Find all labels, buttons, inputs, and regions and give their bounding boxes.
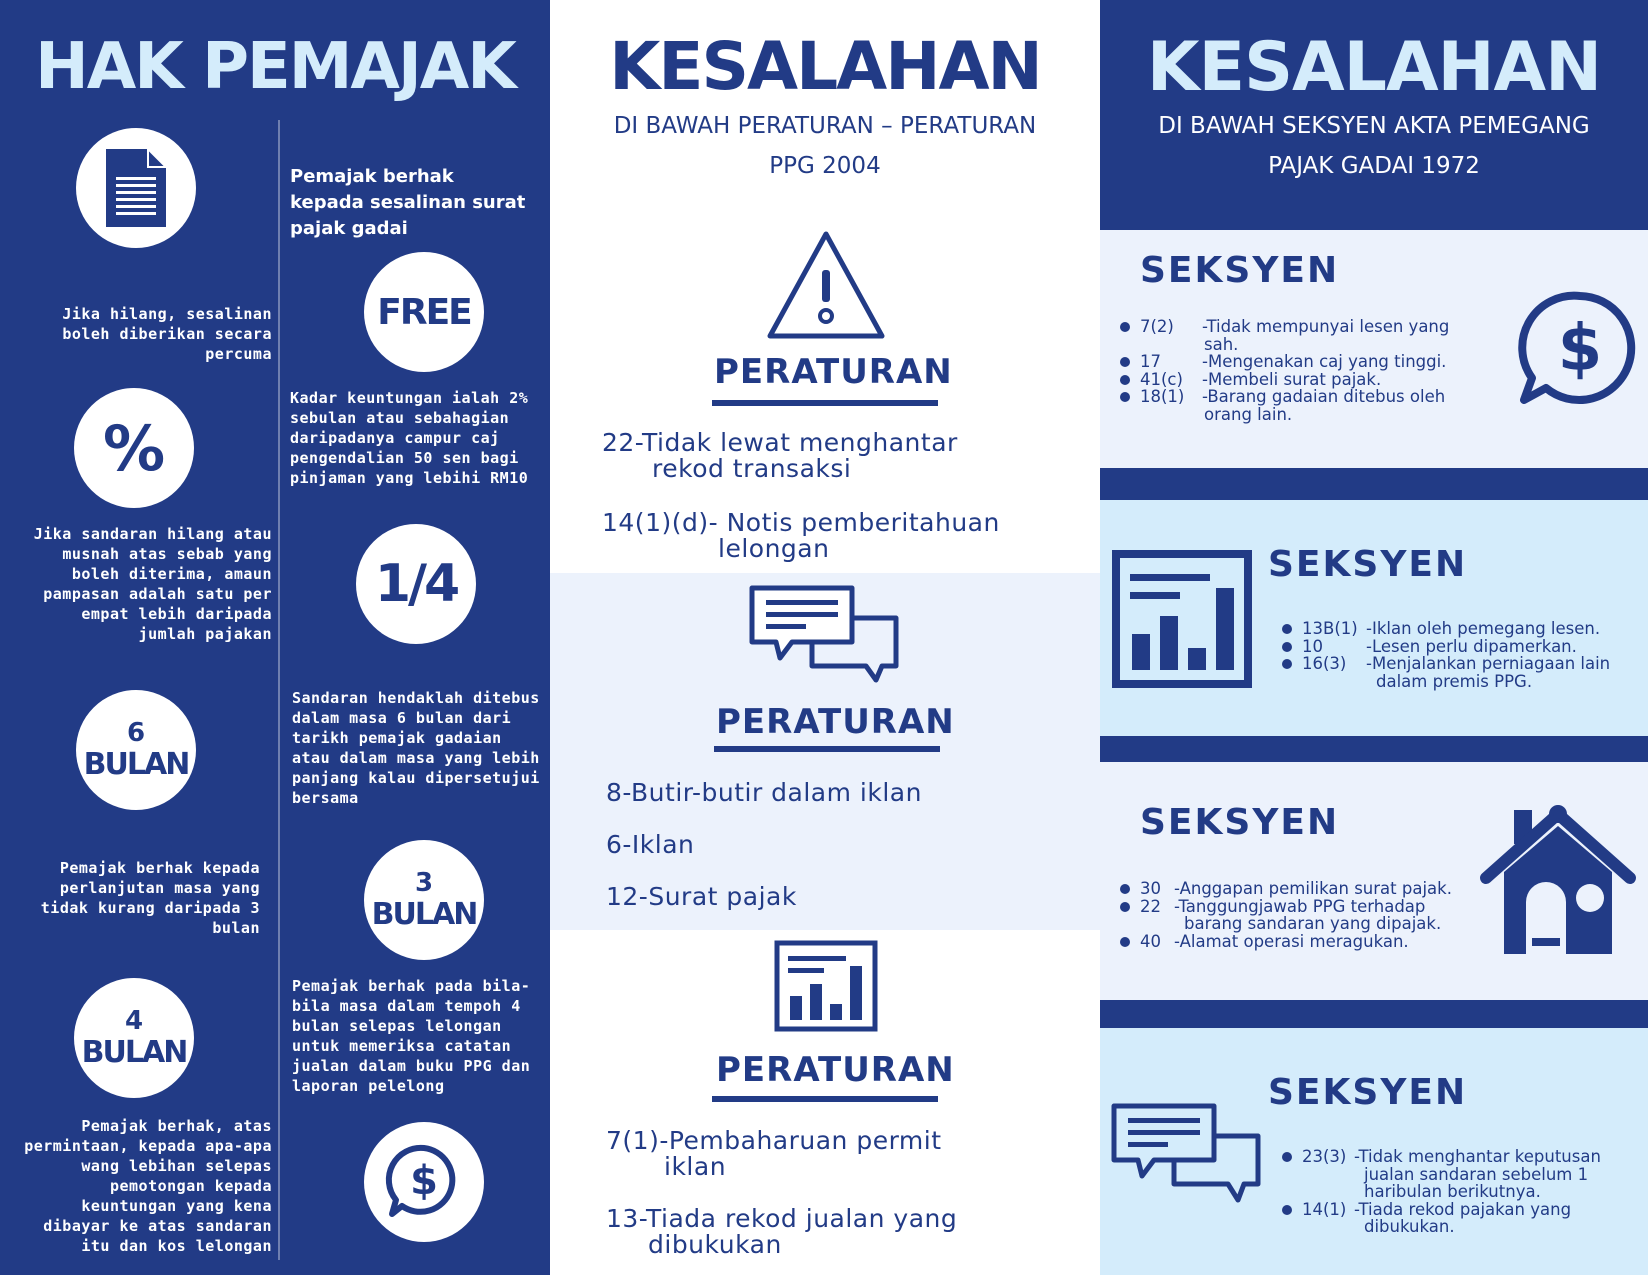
text-surplus: Pemajak berhak, atas permintaan, kepada apa-apa wang lebihan selepas pemotongan kepada keuntungan yang kena dibayar ke atas sandaran itu dan kos lelongan bbox=[24, 1117, 272, 1255]
bar-chart-icon bbox=[774, 940, 878, 1032]
document-icon bbox=[102, 147, 170, 229]
seksyen-box-1 bbox=[1100, 230, 1648, 468]
list-item: 30 -Anggapan pemilikan surat pajak. bbox=[1120, 880, 1490, 898]
peraturan-underline-3 bbox=[712, 1096, 938, 1102]
three-months-circle bbox=[364, 840, 484, 960]
four-unit: BULAN bbox=[81, 1035, 187, 1070]
four-months-circle bbox=[74, 978, 194, 1098]
free-circle bbox=[364, 252, 484, 372]
percent-circle bbox=[74, 388, 194, 508]
dollar-chat-icon bbox=[1518, 290, 1636, 408]
text-extension: Pemajak berhak kepada perlanjutan masa yang tidak kurang daripada 3 bulan bbox=[40, 859, 260, 937]
seksyen-box-2 bbox=[1100, 500, 1648, 736]
three-unit: BULAN bbox=[371, 897, 477, 932]
peraturan-item: 22-Tidak lewat menghantar rekod transaksi bbox=[602, 428, 958, 483]
document-circle bbox=[76, 128, 196, 248]
peraturan-item: 14(1)(d)- Notis pemberitahuan lelongan bbox=[602, 508, 1000, 563]
seksyen-list-1 bbox=[1120, 318, 1480, 423]
text-compensation: Jika sandaran hilang atau musnah atas sebab yang boleh diterima, amaun pampasan adalah satu per empat lebih daripada jumlah pajakan bbox=[33, 525, 272, 643]
peraturan-item: 12-Surat pajak bbox=[606, 882, 797, 911]
text-copy-right: Pemajak berhak kepada sesalinan surat pajak gadai bbox=[290, 166, 526, 239]
text-inspect-records: Pemajak berhak pada bila-bila masa dalam tempoh 4 bulan selepas lelongan untuk memeriksa catatan jualan dalam buku PPG dan laporan pelelong bbox=[292, 977, 531, 1095]
svg-text:$: $ bbox=[410, 1158, 438, 1204]
peraturan-item: 13-Tiada rekod jualan yang dibukukan bbox=[606, 1204, 958, 1259]
six-unit: BULAN bbox=[83, 747, 189, 782]
list-item: 22 -Tanggungjawab PPG terhadap barang sandaran yang dipajak. bbox=[1120, 898, 1490, 933]
list-item: 41(c) -Membeli surat pajak. bbox=[1120, 371, 1480, 389]
seksyen-list-2 bbox=[1282, 620, 1646, 690]
peraturan-underline-1 bbox=[712, 400, 938, 406]
text-lost-copy: Jika hilang, sesalinan boleh diberikan secara percuma bbox=[62, 305, 272, 363]
middle-title: KESALAHAN bbox=[609, 28, 1041, 105]
dollar-circle bbox=[364, 1122, 484, 1242]
list-item: 16(3) -Menjalankan perniagaan lain dalam premis PPG. bbox=[1282, 655, 1646, 690]
bar-chart-icon bbox=[1112, 550, 1252, 688]
seksyen-box-4 bbox=[1100, 1028, 1648, 1275]
seksyen-heading-2: SEKSYEN bbox=[1268, 544, 1468, 585]
six-months-circle bbox=[76, 690, 196, 810]
chat-icon bbox=[748, 584, 900, 686]
peraturan-heading-1: PERATURAN bbox=[714, 352, 953, 392]
three-num: 3 bbox=[414, 868, 434, 898]
list-item: 10 -Lesen perlu dipamerkan. bbox=[1282, 638, 1646, 656]
peraturan-item: 8-Butir-butir dalam iklan bbox=[606, 778, 922, 807]
list-item: 18(1) -Barang gadaian ditebus oleh orang lain. bbox=[1120, 388, 1480, 423]
middle-subtitle-1: DI BAWAH PERATURAN – PERATURAN bbox=[613, 113, 1037, 139]
chat-icon bbox=[1110, 1102, 1262, 1206]
seksyen-list-4 bbox=[1282, 1148, 1646, 1236]
list-item: 14(1) -Tiada rekod pajakan yang dibukukan. bbox=[1282, 1201, 1646, 1236]
list-item: 40 -Alamat operasi meragukan. bbox=[1120, 933, 1490, 951]
left-title: HAK PEMAJAK bbox=[35, 30, 515, 104]
seksyen-heading-1: SEKSYEN bbox=[1140, 250, 1340, 291]
seksyen-box-3 bbox=[1100, 762, 1648, 1000]
svg-text:$: $ bbox=[1557, 312, 1603, 386]
four-num: 4 bbox=[124, 1006, 144, 1036]
hak-pemajak-panel bbox=[0, 0, 550, 1275]
warning-icon bbox=[764, 228, 888, 342]
kesalahan-peraturan-panel bbox=[550, 0, 1100, 1275]
list-item: 23(3) -Tidak menghantar keputusan jualan sandaran sebelum 1 haribulan berikutnya. bbox=[1282, 1148, 1646, 1201]
fraction-circle bbox=[356, 524, 476, 644]
list-item: 7(2) -Tidak mempunyai lesen yang sah. bbox=[1120, 318, 1480, 353]
peraturan-item: 7(1)-Pembaharuan permit iklan bbox=[606, 1126, 942, 1181]
list-item: 17 -Mengenakan caj yang tinggi. bbox=[1120, 353, 1480, 371]
peraturan-item: 6-Iklan bbox=[606, 830, 695, 859]
seksyen-heading-3: SEKSYEN bbox=[1140, 802, 1340, 843]
dollar-chat-icon bbox=[384, 1142, 464, 1222]
six-num: 6 bbox=[126, 718, 146, 748]
kesalahan-seksyen-panel bbox=[1100, 0, 1648, 1275]
middle-subtitle-2: PPG 2004 bbox=[769, 153, 881, 179]
peraturan-underline-2 bbox=[714, 746, 940, 752]
text-redeem-6-months: Sandaran hendaklah ditebus dalam masa 6 bulan dari tarikh pemajak gadaian atau dalam masa yang lebih panjang kalau dipersetujui bersama bbox=[292, 689, 540, 807]
seksyen-heading-4: SEKSYEN bbox=[1268, 1072, 1468, 1113]
house-icon bbox=[1478, 802, 1638, 962]
peraturan-heading-2: PERATURAN bbox=[716, 702, 955, 742]
right-subtitle-2: PAJAK GADAI 1972 bbox=[1268, 153, 1480, 179]
free-label: FREE bbox=[377, 291, 471, 333]
list-item: 13B(1) -Iklan oleh pemegang lesen. bbox=[1282, 620, 1646, 638]
right-title: KESALAHAN bbox=[1146, 28, 1602, 107]
right-subtitle-1: DI BAWAH SEKSYEN AKTA PEMEGANG bbox=[1158, 113, 1590, 139]
fraction-label: 1/4 bbox=[374, 554, 458, 614]
percent-label: % bbox=[102, 411, 166, 485]
text-profit-rate: Kadar keuntungan ialah 2% sebulan atau sebahagian daripadanya campur caj pengendalian 50 sen bagi pinjaman yang lebihi RM10 bbox=[290, 389, 529, 487]
seksyen-list-3 bbox=[1120, 880, 1490, 950]
peraturan-heading-3: PERATURAN bbox=[716, 1050, 955, 1090]
left-divider bbox=[278, 120, 280, 1260]
